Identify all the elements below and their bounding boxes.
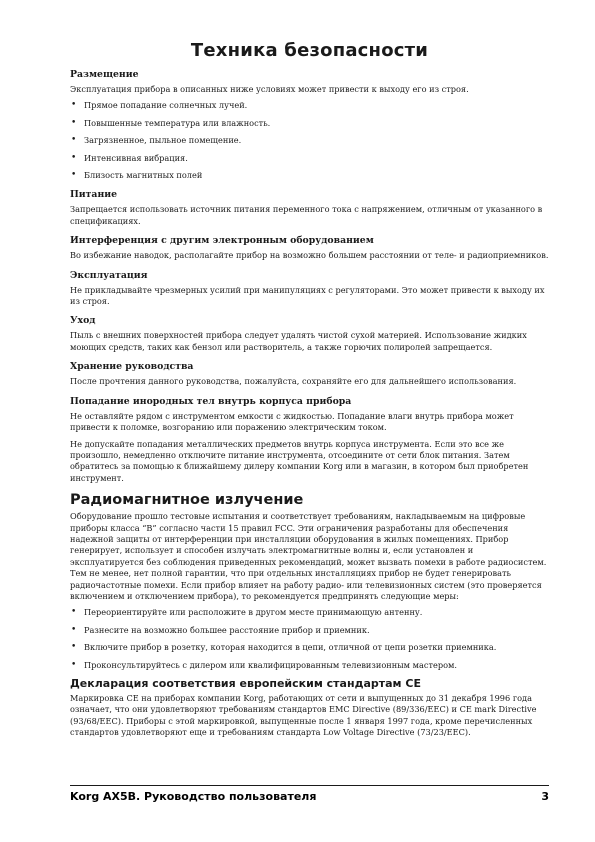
- care-heading: Уход: [70, 315, 96, 327]
- radio-measures-list: [70, 607, 549, 671]
- list-item: • Проконсультируйтесь с дилером или квалифицированным телевизионным мастером.: [70, 660, 549, 671]
- list-item: • Разнесите на возможно большее расстояние прибор и приемник.: [70, 625, 549, 636]
- ce-text: Маркировка CE на приборах компании Korg, работающих от сети и выпущенных до 31 декабря 1996 года означает, что они удовлетворяют требованиям стандартов EMC Directive (89/336/EEC) и CE mark Directive (93/68/EEC). Приборы с этой маркировкой, выпущенные после 1 января 1997 года, кроме перечисленных стандартов удовлетворяют еще и требованиям стандарта Low Voltage Directive (73/23/EEC).: [70, 693, 537, 738]
- radio-heading: Радиомагнитное излучение: [70, 492, 304, 509]
- page-number: 3: [541, 790, 549, 803]
- interference-text: Во избежание наводок, располагайте прибор на возможно большем расстоянии от теле- и радиоприемников.: [70, 250, 549, 261]
- page-title: Техника безопасности: [190, 40, 429, 61]
- manual-text: После прочтения данного руководства, пожалуйста, сохраняйте его для дальнейшего использования.: [70, 376, 517, 387]
- placement-intro: Эксплуатация прибора в описанных ниже условиях может привести к выходу его из строя.: [70, 84, 469, 94]
- list-item: • Включите прибор в розетку, которая находится в цепи, отличной от цепи розетки приемника.: [70, 642, 549, 653]
- placement-heading: Размещение: [70, 69, 139, 80]
- radio-text: Оборудование прошло тестовые испытания и соответствует требованиям, накладываемым на цифровые приборы класса “B” согласно части 15 правил FCC. Эти ограничения разработаны для обеспечения надежной защиты от интерференции при инсталляции оборудования в жилых помещениях. Прибор генерирует, использует и способен излучать электромагнитные волны и, если установлен и эксплуатируется без соблюдения приведенных рекомендаций, может вызвать помехи в работе радиосистем. Тем не менее, нет полной гарантии, что при отдельных инсталляциях прибор не будет генерировать радиочастотные помехи. Если прибор влияет на работу радио- или телевизионных систем (это проверяется включением и отключением прибора), то рекомендуется предпринять следующие меры:: [70, 511, 547, 601]
- list-item: • Повышенные температура или влажность.: [70, 118, 549, 129]
- interference-heading: Интерференция с другим электронным оборудованием: [70, 235, 374, 247]
- footer-title: Korg AX5B. Руководство пользователя: [70, 790, 317, 803]
- list-item: • Загрязненное, пыльное помещение.: [70, 135, 549, 146]
- power-heading: Питание: [70, 189, 118, 201]
- operation-heading: Эксплуатация: [70, 269, 148, 281]
- list-item: • Прямое попадание солнечных лучей.: [70, 100, 549, 111]
- foreign-objects-text-2: Не допускайте попадания металлических предметов внутрь корпуса инструмента. Если это все же произошло, немедленно отключите питание инструмента, отсоедините от сети блок питания. Затем обратитесь за помощью к ближайшему дилеру компании Korg или в магазин, в котором был приобретен инструмент.: [70, 438, 529, 483]
- manual-heading: Хранение руководства: [70, 361, 194, 373]
- placement-list: [70, 100, 549, 181]
- foreign-objects-text-1: Не оставляйте рядом с инструментом емкости с жидкостью. Попадание влаги внутрь прибора может привести к поломке, возгоранию или поражению электрическим током.: [70, 410, 514, 433]
- list-item: • Близость магнитных полей: [70, 170, 549, 181]
- footer-divider: [70, 785, 549, 786]
- foreign-objects-heading: Попадание инородных тел внутрь корпуса прибора: [70, 395, 352, 407]
- list-item: • Интенсивная вибрация.: [70, 153, 549, 164]
- power-text: Запрещается использовать источник питания переменного тока с напряжением, отличным от указанного в спецификациях.: [70, 204, 543, 226]
- list-item: • Переориентируйте или расположите в другом месте принимающую антенну.: [70, 607, 549, 618]
- ce-heading: Декларация соответствия европейским стандартам CE: [70, 677, 421, 690]
- care-text: Пыль с внешних поверхностей прибора следует удалять чистой сухой материей. Использование жидких моющих средств, таких как бензол или растворитель, а также горючих полиролей запрещается.: [70, 330, 527, 352]
- operation-text: Не прикладывайте чрезмерных усилий при манипуляциях с регуляторами. Это может привести к выходу их из строя.: [70, 284, 545, 307]
